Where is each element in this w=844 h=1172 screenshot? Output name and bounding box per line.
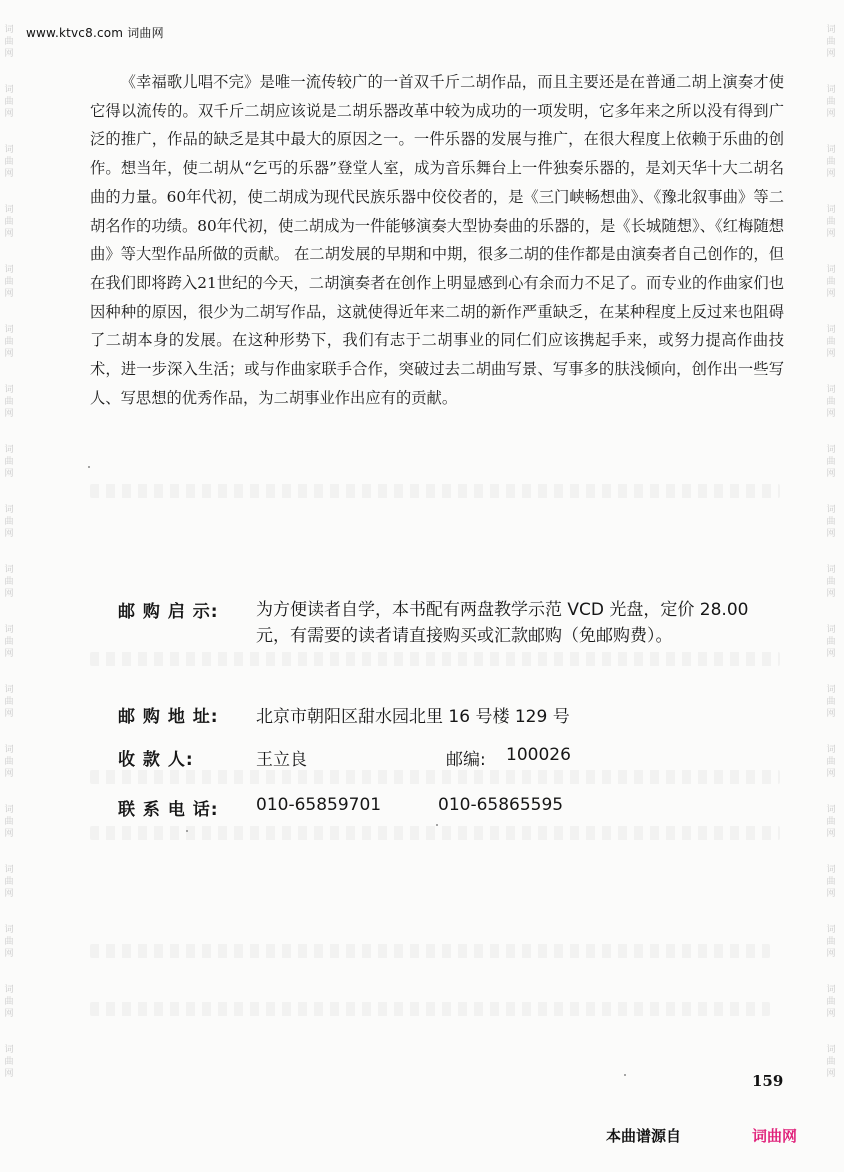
notice-label: 邮 购 启 示: [118,602,219,622]
watermark-text: 词曲网 [4,265,14,299]
bleed-through-texture [90,826,780,840]
watermark-text: 词曲网 [4,865,14,899]
page-number: 159 [752,1072,784,1090]
watermark-text: 词曲网 [4,85,14,119]
address-label: 邮 购 地 址: [118,707,219,727]
watermark-text: 词曲网 [826,865,836,899]
watermark-text: 词曲网 [826,445,836,479]
watermark-text: 词曲网 [4,565,14,599]
watermark-text: 词曲网 [4,205,14,239]
watermark-text: 词曲网 [4,325,14,359]
payee-value: 王立良 [256,750,307,770]
scan-speck [186,830,188,832]
scan-speck [88,466,90,468]
site-header: www.ktvc8.com 词曲网 [26,26,164,40]
bleed-through-texture [90,652,780,666]
notice-text: 为方便读者自学，本书配有两盘教学示范 VCD 光盘，定价 28.00 元，有需要的读者请直接购买或汇款邮购（免邮购费）。 [256,600,749,646]
watermark-text: 词曲网 [826,505,836,539]
watermark-text: 词曲网 [826,265,836,299]
watermark-text: 词曲网 [826,325,836,359]
right-watermark-strip [824,0,838,1172]
watermark-text: 词曲网 [826,925,836,959]
watermark-text: 词曲网 [4,805,14,839]
watermark-text: 词曲网 [4,625,14,659]
watermark-text: 词曲网 [826,145,836,179]
watermark-text: 词曲网 [4,445,14,479]
watermark-text: 词曲网 [4,685,14,719]
watermark-text: 词曲网 [826,745,836,779]
phone-label: 联 系 电 话: [118,800,219,820]
watermark-text: 词曲网 [4,925,14,959]
address-value: 北京市朝阳区甜水园北里 16 号楼 129 号 [256,707,570,727]
watermark-text: 词曲网 [826,85,836,119]
watermark-text: 词曲网 [4,505,14,539]
watermark-text: 词曲网 [826,565,836,599]
left-watermark-strip [2,0,16,1172]
footer-brand-link[interactable]: 词曲网 [752,1127,798,1145]
watermark-text: 词曲网 [826,685,836,719]
scan-speck [624,1074,626,1076]
watermark-text: 词曲网 [4,985,14,1019]
watermark-text: 词曲网 [4,1045,14,1079]
watermark-text: 词曲网 [826,1045,836,1079]
bleed-through-texture [90,770,780,784]
watermark-text: 词曲网 [826,385,836,419]
postcode-value: 100026 [506,745,571,765]
article-paragraph: 《幸福歌儿唱不完》是唯一流传较广的一首双千斤二胡作品，而且主要还是在普通二胡上演奏才使它得以流传的。双千斤二胡应该说是二胡乐器改革中较为成功的一项发明，它多年来之所以没有得到广泛的推广，作品的缺乏是其中最大的原因之一。一件乐器的发展与推广，在很大程度上依赖于乐曲的创作。想当年，使二胡从“乞丐的乐器”登堂人室，成为音乐舞台上一件独奏乐器的，是刘天华十大二胡名曲的力量。60年代初，使二胡成为现代民族乐器中佼佼者的，是《三门峡畅想曲》、《豫北叙事曲》等二胡名作的功绩。80年代初，使二胡成为一件能够演奏大型协奏曲的乐器的，是《长城随想》、《红梅随想曲》等大型作品所做的贡献。 在二胡发展的早期和中期，很多二胡的佳作都是由演奏者自己创作的，但在我们即将跨入21世纪的今天，二胡演奏者在创作上明显感到心有余而力不足了。而专业的作曲家们也因种种的原因，很少为二胡写作品，这就使得近年来二胡的新作严重缺乏，在某种程度上反过来也阻碍了二胡本身的发展。在这种形势下，我们有志于二胡事业的同仁们应该携起手来，或努力提高作曲技术，进一步深入生活；或与作曲家联手合作，突破过去二胡曲写景、写事多的肤浅倾向，创作出一些写人、写思想的优秀作品，为二胡事业作出应有的贡献。 [90,73,784,407]
bleed-through-texture [90,1002,770,1016]
watermark-text: 词曲网 [826,25,836,59]
footer-source-label: 本曲谱源自 [606,1127,682,1145]
payee-label: 收 款 人: [118,750,194,770]
watermark-text: 词曲网 [4,25,14,59]
watermark-text: 词曲网 [4,145,14,179]
watermark-text: 词曲网 [4,745,14,779]
watermark-text: 词曲网 [4,385,14,419]
bleed-through-texture [90,944,770,958]
watermark-text: 词曲网 [826,985,836,1019]
watermark-text: 词曲网 [826,625,836,659]
watermark-text: 词曲网 [826,205,836,239]
postcode-label: 邮编: [446,750,486,770]
phone-1: 010-65859701 [256,795,382,815]
watermark-text: 词曲网 [826,805,836,839]
scan-speck [436,824,438,826]
bleed-through-texture [90,484,780,498]
phone-2: 010-65865595 [438,795,564,815]
